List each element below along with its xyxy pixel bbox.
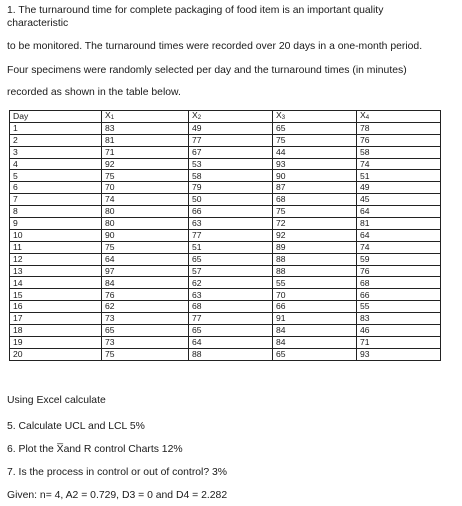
x4-cell: 76 xyxy=(357,265,441,277)
day-cell: 12 xyxy=(10,253,102,265)
x4-cell: 74 xyxy=(357,158,441,170)
day-cell: 11 xyxy=(10,241,102,253)
x4-cell: 58 xyxy=(357,146,441,158)
table-row xyxy=(10,170,441,182)
table-row xyxy=(10,194,441,206)
x2-cell: 66 xyxy=(189,206,273,218)
x4-cell: 71 xyxy=(357,336,441,348)
day-cell: 6 xyxy=(10,182,102,194)
x2-cell: 67 xyxy=(189,146,273,158)
x2-cell: 64 xyxy=(189,336,273,348)
x4-cell: 78 xyxy=(357,122,441,134)
x2-cell: 49 xyxy=(189,122,273,134)
x1-cell: 73 xyxy=(102,313,189,325)
table-row xyxy=(10,277,441,289)
x4-cell: 49 xyxy=(357,182,441,194)
x3-cell: 91 xyxy=(273,313,357,325)
x3-cell: 84 xyxy=(273,325,357,337)
day-cell: 7 xyxy=(10,194,102,206)
x4-cell: 51 xyxy=(357,170,441,182)
x1-cell: 75 xyxy=(102,241,189,253)
table-row xyxy=(10,289,441,301)
day-cell: 9 xyxy=(10,218,102,230)
table-row xyxy=(10,265,441,277)
x3-cell: 89 xyxy=(273,241,357,253)
header-x1: X1 xyxy=(102,111,189,123)
given-values: Given: n= 4, A2 = 0.729, D3 = 0 and D4 = 2.282 xyxy=(7,490,228,501)
day-cell: 4 xyxy=(10,158,102,170)
table-row xyxy=(10,336,441,348)
table-row xyxy=(10,146,441,158)
x2-cell: 53 xyxy=(189,158,273,170)
header-x4: X4 xyxy=(357,111,441,123)
intro-line-3: Four specimens were randomly selected per day and the turnaround times (in minutes) xyxy=(7,65,407,76)
x3-cell: 92 xyxy=(273,229,357,241)
x2-cell: 50 xyxy=(189,194,273,206)
question-5: 5. Calculate UCL and LCL 5% xyxy=(7,421,145,432)
table-row xyxy=(10,253,441,265)
x3-cell: 88 xyxy=(273,253,357,265)
x1-cell: 75 xyxy=(102,348,189,360)
table-row xyxy=(10,229,441,241)
table-row xyxy=(10,182,441,194)
header-x2: X2 xyxy=(189,111,273,123)
x3-cell: 90 xyxy=(273,170,357,182)
x4-cell: 68 xyxy=(357,277,441,289)
x3-cell: 68 xyxy=(273,194,357,206)
intro-line-1: 1. The turnaround time for complete packaging of food item is an important quality characteristic xyxy=(7,5,384,29)
intro-line-2: to be monitored. The turnaround times were recorded over 20 days in a one-month period. xyxy=(7,41,423,52)
table-row xyxy=(10,325,441,337)
x4-cell: 46 xyxy=(357,325,441,337)
x1-cell: 71 xyxy=(102,146,189,158)
x2-cell: 65 xyxy=(189,253,273,265)
x1-cell: 90 xyxy=(102,229,189,241)
x3-cell: 84 xyxy=(273,336,357,348)
x2-cell: 58 xyxy=(189,170,273,182)
x1-cell: 84 xyxy=(102,277,189,289)
table-row xyxy=(10,134,441,146)
x4-cell: 45 xyxy=(357,194,441,206)
table-row xyxy=(10,241,441,253)
x2-cell: 57 xyxy=(189,265,273,277)
x4-cell: 74 xyxy=(357,241,441,253)
table-row xyxy=(10,122,441,134)
x3-cell: 66 xyxy=(273,301,357,313)
instruction-heading: Using Excel calculate xyxy=(7,395,106,406)
header-day: Day xyxy=(10,111,102,123)
day-cell: 2 xyxy=(10,134,102,146)
x3-cell: 75 xyxy=(273,206,357,218)
day-cell: 14 xyxy=(10,277,102,289)
table-row xyxy=(10,313,441,325)
x3-cell: 87 xyxy=(273,182,357,194)
x3-cell: 65 xyxy=(273,122,357,134)
day-cell: 16 xyxy=(10,301,102,313)
x1-cell: 80 xyxy=(102,206,189,218)
x2-cell: 77 xyxy=(189,134,273,146)
day-cell: 20 xyxy=(10,348,102,360)
x3-cell: 44 xyxy=(273,146,357,158)
x4-cell: 93 xyxy=(357,348,441,360)
question-6: 6. Plot the X̅and R control Charts 12% xyxy=(7,444,183,455)
x3-cell: 88 xyxy=(273,265,357,277)
x1-cell: 97 xyxy=(102,265,189,277)
x4-cell: 83 xyxy=(357,313,441,325)
day-cell: 15 xyxy=(10,289,102,301)
x3-cell: 70 xyxy=(273,289,357,301)
x3-cell: 75 xyxy=(273,134,357,146)
x3-cell: 55 xyxy=(273,277,357,289)
day-cell: 17 xyxy=(10,313,102,325)
x1-cell: 73 xyxy=(102,336,189,348)
x3-cell: 65 xyxy=(273,348,357,360)
x2-cell: 79 xyxy=(189,182,273,194)
x1-cell: 76 xyxy=(102,289,189,301)
x2-cell: 77 xyxy=(189,313,273,325)
x2-cell: 77 xyxy=(189,229,273,241)
table-row xyxy=(10,218,441,230)
x3-cell: 93 xyxy=(273,158,357,170)
x2-cell: 88 xyxy=(189,348,273,360)
table-header-row xyxy=(10,111,441,123)
x1-cell: 65 xyxy=(102,325,189,337)
table-row xyxy=(10,158,441,170)
x3-cell: 72 xyxy=(273,218,357,230)
turnaround-times-table xyxy=(9,110,441,361)
x4-cell: 64 xyxy=(357,206,441,218)
x1-cell: 70 xyxy=(102,182,189,194)
day-cell: 8 xyxy=(10,206,102,218)
x2-cell: 63 xyxy=(189,289,273,301)
header-x3: X3 xyxy=(273,111,357,123)
x4-cell: 81 xyxy=(357,218,441,230)
day-cell: 13 xyxy=(10,265,102,277)
x1-cell: 81 xyxy=(102,134,189,146)
day-cell: 10 xyxy=(10,229,102,241)
table-row xyxy=(10,348,441,360)
x1-cell: 75 xyxy=(102,170,189,182)
x4-cell: 55 xyxy=(357,301,441,313)
x2-cell: 51 xyxy=(189,241,273,253)
x4-cell: 76 xyxy=(357,134,441,146)
day-cell: 18 xyxy=(10,325,102,337)
table-row xyxy=(10,206,441,218)
x1-cell: 83 xyxy=(102,122,189,134)
x4-cell: 59 xyxy=(357,253,441,265)
intro-line-4: recorded as shown in the table below. xyxy=(7,87,181,98)
day-cell: 1 xyxy=(10,122,102,134)
x1-cell: 64 xyxy=(102,253,189,265)
x1-cell: 74 xyxy=(102,194,189,206)
x1-cell: 80 xyxy=(102,218,189,230)
x4-cell: 64 xyxy=(357,229,441,241)
x2-cell: 62 xyxy=(189,277,273,289)
day-cell: 19 xyxy=(10,336,102,348)
table-row xyxy=(10,301,441,313)
x2-cell: 63 xyxy=(189,218,273,230)
day-cell: 3 xyxy=(10,146,102,158)
x1-cell: 62 xyxy=(102,301,189,313)
x4-cell: 66 xyxy=(357,289,441,301)
question-7: 7. Is the process in control or out of control? 3% xyxy=(7,467,228,478)
x1-cell: 92 xyxy=(102,158,189,170)
x2-cell: 65 xyxy=(189,325,273,337)
day-cell: 5 xyxy=(10,170,102,182)
x2-cell: 68 xyxy=(189,301,273,313)
